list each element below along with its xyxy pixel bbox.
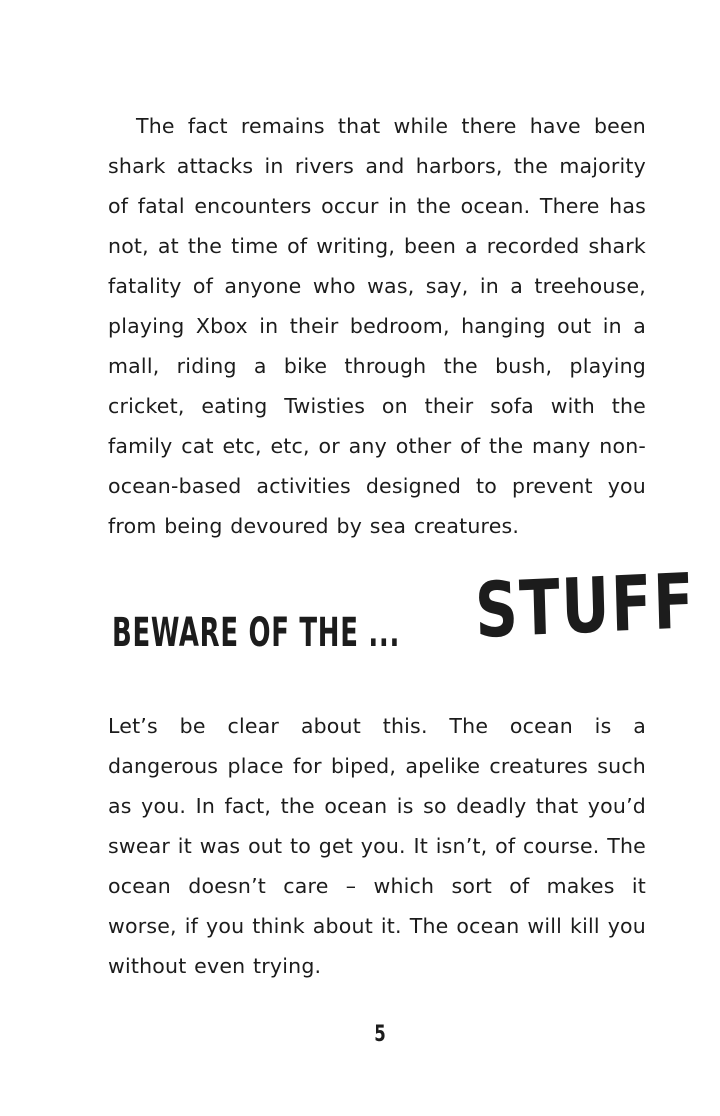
heading-emphasis: STUFF: [474, 556, 697, 655]
page-number: 5: [374, 1022, 386, 1047]
section-heading: [112, 556, 697, 672]
paragraph-ocean-danger: Let’s be clear about this. The ocean is a dangerous place for biped, apelike creatures such as you. In fact, the ocean is so deadly that you’d swear it was out to get you. It isn’t, of course. The ocean doesn’t care – which sort of makes it worse, if you think about it. The ocean will kill you without even trying.: [108, 714, 646, 978]
heading-prefix: BEWARE OF THE ...: [112, 610, 401, 656]
paragraph-shark-fatalities: The fact remains that while there have been shark attacks in rivers and harbors, the majority of fatal encounters occur in the ocean. There has not, at the time of writing, been a recorded shark fatality of anyone who was, say, in a treehouse, playing Xbox in their bedroom, hanging out in a mall, riding a bike through the bush, playing cricket, eating Twisties on their sofa with the family cat etc, etc, or any other of the many non-ocean-based activities designed to prevent you from being devoured by sea creatures.: [108, 114, 646, 538]
